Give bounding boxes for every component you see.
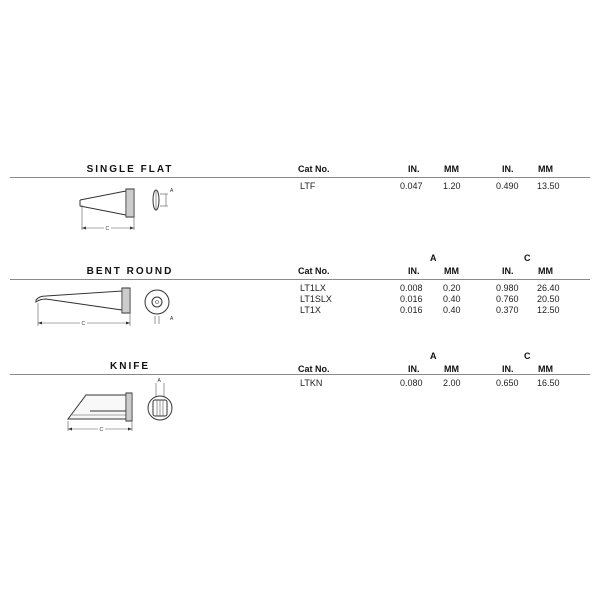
dim-a-label: A (170, 316, 174, 322)
dim-c-label: C (81, 321, 86, 327)
cat-no-header: Cat No. (298, 266, 330, 276)
cat-no-cell: LT1LX (300, 283, 326, 293)
section-rule (10, 374, 590, 375)
c-inch-header: IN. (502, 266, 514, 276)
a-mm-cell: 0.40 (443, 294, 461, 304)
a-inch-cell: 0.008 (400, 283, 423, 293)
group-a-header: A (430, 253, 437, 263)
single-flat-tip-drawing (70, 186, 190, 236)
bent-round-tip-drawing (30, 286, 190, 336)
c-mm-cell: 20.50 (537, 294, 560, 304)
a-mm-header: MM (444, 364, 459, 374)
c-inch-header: IN. (502, 164, 514, 174)
a-inch-header: IN. (408, 364, 420, 374)
knife-tip-drawing (62, 376, 182, 436)
a-mm-header: MM (444, 164, 459, 174)
c-inch-cell: 0.760 (496, 294, 519, 304)
dim-c-label: C (99, 427, 104, 433)
a-inch-header: IN. (408, 266, 420, 276)
section-rule (10, 279, 590, 280)
a-mm-cell: 0.20 (443, 283, 461, 293)
section-title: BENT ROUND (86, 266, 174, 277)
c-mm-cell: 16.50 (537, 378, 560, 388)
c-mm-cell: 12.50 (537, 305, 560, 315)
c-mm-header: MM (538, 266, 553, 276)
c-mm-header: MM (538, 364, 553, 374)
group-c-header: C (524, 351, 531, 361)
section-title: KNIFE (110, 361, 150, 372)
a-inch-cell: 0.080 (400, 378, 423, 388)
cat-no-cell: LTF (300, 181, 316, 191)
a-mm-cell: 1.20 (443, 181, 461, 191)
c-inch-cell: 0.370 (496, 305, 519, 315)
cat-no-cell: LTKN (300, 378, 323, 388)
c-mm-cell: 13.50 (537, 181, 560, 191)
cat-no-header: Cat No. (298, 164, 330, 174)
section-single-flat (0, 150, 600, 240)
dim-a-label: A (157, 378, 161, 384)
c-mm-header: MM (538, 164, 553, 174)
cat-no-cell: LT1X (300, 305, 321, 315)
section-rule (10, 177, 590, 178)
c-mm-cell: 26.40 (537, 283, 560, 293)
a-mm-cell: 2.00 (443, 378, 461, 388)
cat-no-header: Cat No. (298, 364, 330, 374)
group-a-header: A (430, 351, 437, 361)
c-inch-header: IN. (502, 364, 514, 374)
a-inch-cell: 0.047 (400, 181, 423, 191)
c-inch-cell: 0.650 (496, 378, 519, 388)
a-mm-cell: 0.40 (443, 305, 461, 315)
c-inch-cell: 0.980 (496, 283, 519, 293)
a-inch-cell: 0.016 (400, 294, 423, 304)
section-title: SINGLE FLAT (86, 164, 174, 175)
c-inch-cell: 0.490 (496, 181, 519, 191)
dim-a-label: A (170, 188, 174, 194)
group-c-header: C (524, 253, 531, 263)
section-knife (0, 348, 600, 438)
a-inch-header: IN. (408, 164, 420, 174)
dim-c-label: C (105, 226, 110, 232)
a-mm-header: MM (444, 266, 459, 276)
section-bent-round (0, 250, 600, 340)
a-inch-cell: 0.016 (400, 305, 423, 315)
cat-no-cell: LT1SLX (300, 294, 332, 304)
